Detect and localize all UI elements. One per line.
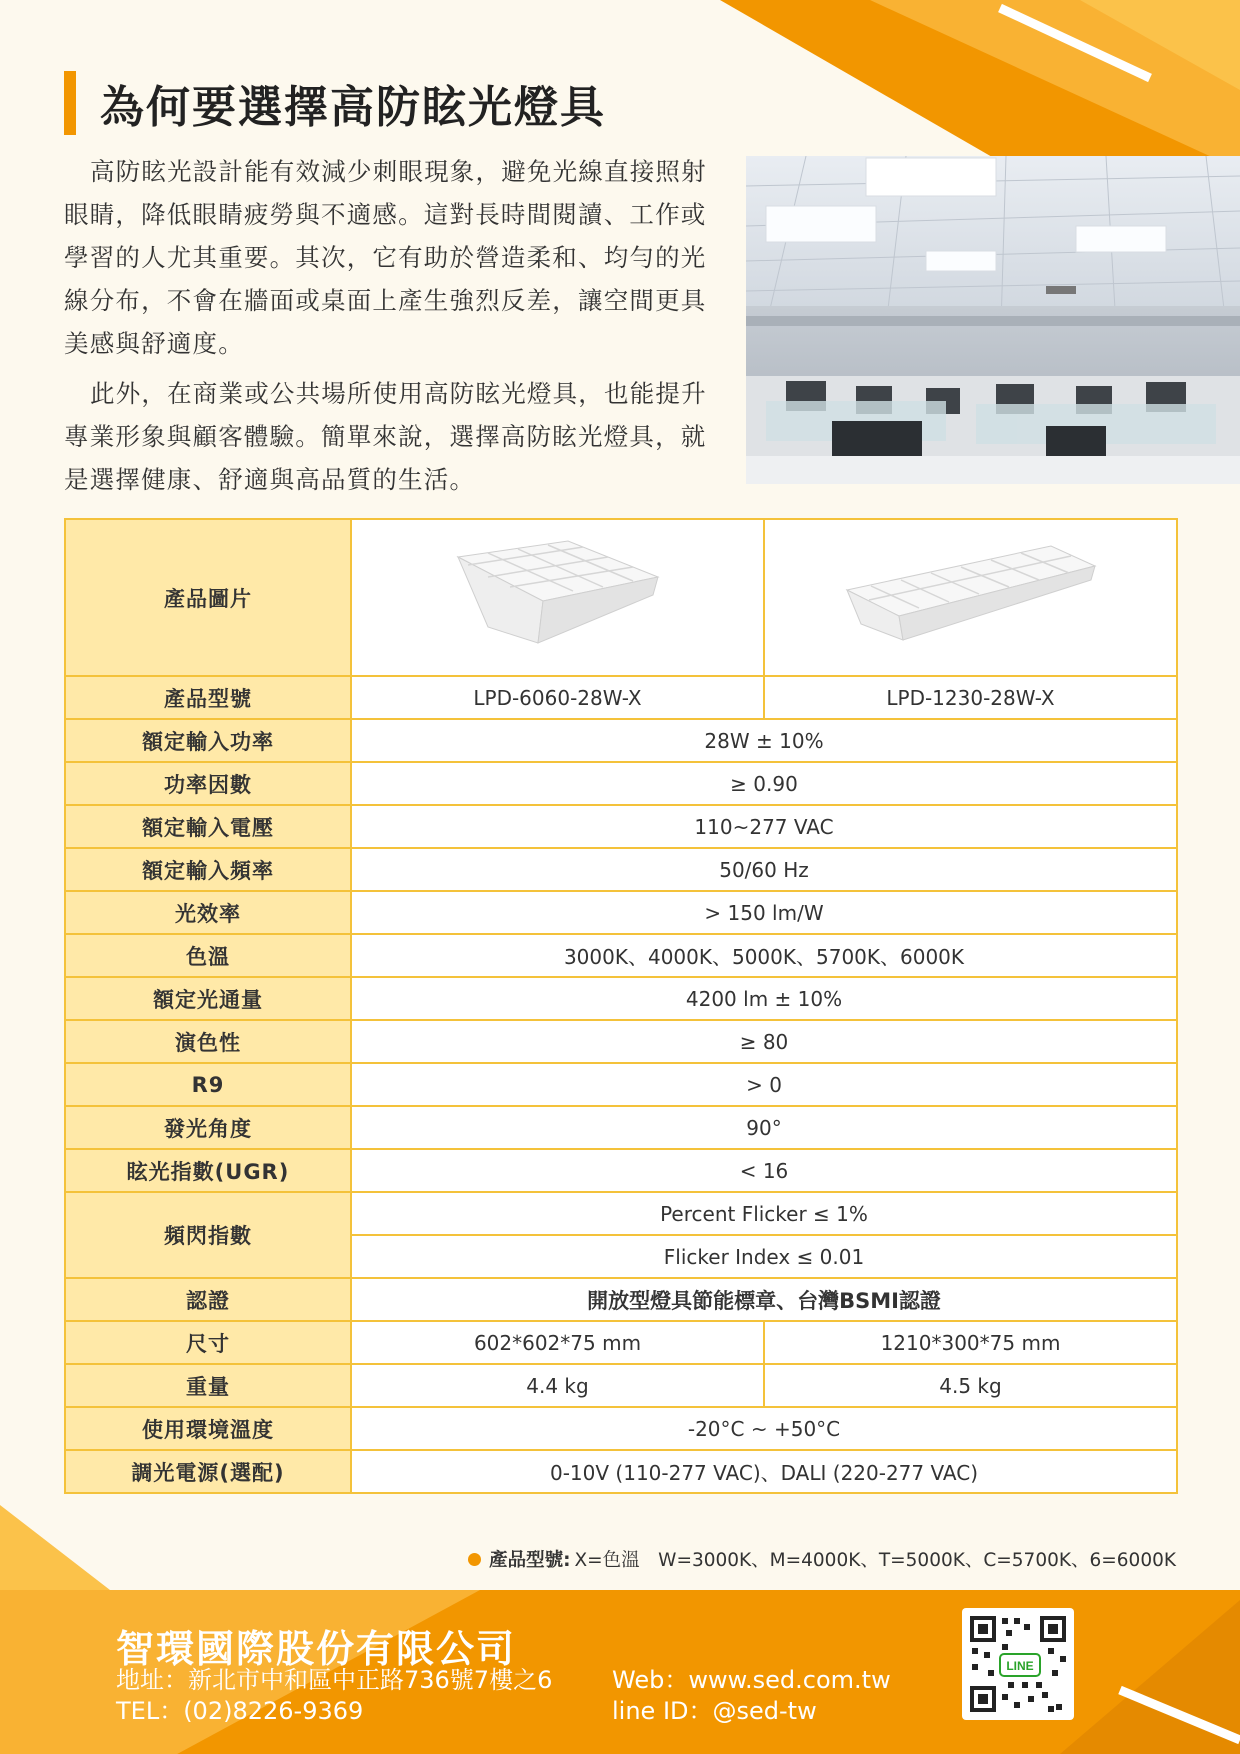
cert-value: 開放型燈具節能標章、台灣BSMI認證	[351, 1278, 1177, 1321]
spec-label: 額定輸入電壓	[65, 805, 351, 848]
model-a: LPD-6060-28W-X	[351, 676, 764, 719]
spec-label: 額定輸入頻率	[65, 848, 351, 891]
spec-label: 額定輸入功率	[65, 719, 351, 762]
qr-line-badge: LINE	[1006, 1659, 1034, 1673]
spec-label: 色溫	[65, 934, 351, 977]
spec-label-cert: 認證	[65, 1278, 351, 1321]
company-line-id: line ID：@sed-tw	[612, 1697, 817, 1725]
flicker-index: Flicker Index ≤ 0.01	[351, 1235, 1177, 1278]
spec-value: ≥ 80	[351, 1020, 1177, 1063]
dimming-value: 0-10V (110-277 VAC)、DALI (220-277 VAC)	[351, 1450, 1177, 1493]
spec-value: > 0	[351, 1063, 1177, 1106]
spec-value: 3000K、4000K、5000K、5700K、6000K	[351, 934, 1177, 977]
intro-paragraph-1-text: 高防眩光設計能有效減少刺眼現象，避免光線直接照射眼睛，降低眼睛疲勞與不適感。這對長時間閱讀、工作或學習的人尤其重要。其次，它有助於營造柔和、均勻的光線分布，不會在牆面或桌面上產生強烈反差，讓空間更具美感與舒適度。	[64, 157, 707, 358]
spec-label-temp: 使用環境溫度	[65, 1407, 351, 1450]
intro-paragraph-2-text: 此外，在商業或公共場所使用高防眩光燈具，也能提升專業形象與顧客體驗。簡單來說，選擇高防眩光燈具，就是選擇健康、舒適與高品質的生活。	[64, 379, 707, 494]
company-name: 智環國際股份有限公司	[116, 1627, 517, 1671]
model-note-label: 產品型號:	[489, 1550, 571, 1571]
spec-value: > 150 lm/W	[351, 891, 1177, 934]
spec-label-image: 產品圖片	[65, 519, 351, 676]
spec-label: 眩光指數(UGR)	[65, 1149, 351, 1192]
weight-a: 4.4 kg	[351, 1364, 764, 1407]
spec-label: 額定光通量	[65, 977, 351, 1020]
spec-label-weight: 重量	[65, 1364, 351, 1407]
size-b: 1210*300*75 mm	[764, 1321, 1177, 1364]
spec-label: R9	[65, 1063, 351, 1106]
spec-value: 4200 lm ± 10%	[351, 977, 1177, 1020]
spec-value: ≥ 0.90	[351, 762, 1177, 805]
spec-label: 光效率	[65, 891, 351, 934]
company-address: 地址：新北市中和區中正路736號7樓之6	[116, 1666, 553, 1694]
spec-label-model: 產品型號	[65, 676, 351, 719]
weight-b: 4.5 kg	[764, 1364, 1177, 1407]
spec-value: 110~277 VAC	[351, 805, 1177, 848]
spec-value: < 16	[351, 1149, 1177, 1192]
company-phone: TEL：(02)8226-9369	[116, 1697, 364, 1725]
model-note-text: X=色溫 W=3000K、M=4000K、T=5000K、C=5700K、6=6000K	[574, 1550, 1176, 1571]
temp-value: -20°C ~ +50°C	[351, 1407, 1177, 1450]
size-a: 602*602*75 mm	[351, 1321, 764, 1364]
page-title: 為何要選擇高防眩光燈具	[100, 82, 606, 133]
flicker-percent: Percent Flicker ≤ 1%	[351, 1192, 1177, 1235]
company-website[interactable]: Web：www.sed.com.tw	[612, 1666, 891, 1694]
spec-value: 90°	[351, 1106, 1177, 1149]
spec-label: 發光角度	[65, 1106, 351, 1149]
spec-value: 50/60 Hz	[351, 848, 1177, 891]
spec-label-dimming: 調光電源(選配)	[65, 1450, 351, 1493]
spec-label: 功率因數	[65, 762, 351, 805]
spec-value: 28W ± 10%	[351, 719, 1177, 762]
spec-label-flicker: 頻閃指數	[65, 1192, 351, 1278]
spec-label-size: 尺寸	[65, 1321, 351, 1364]
spec-label: 演色性	[65, 1020, 351, 1063]
line-qr-code[interactable]	[962, 1608, 1074, 1720]
model-b: LPD-1230-28W-X	[764, 676, 1177, 719]
